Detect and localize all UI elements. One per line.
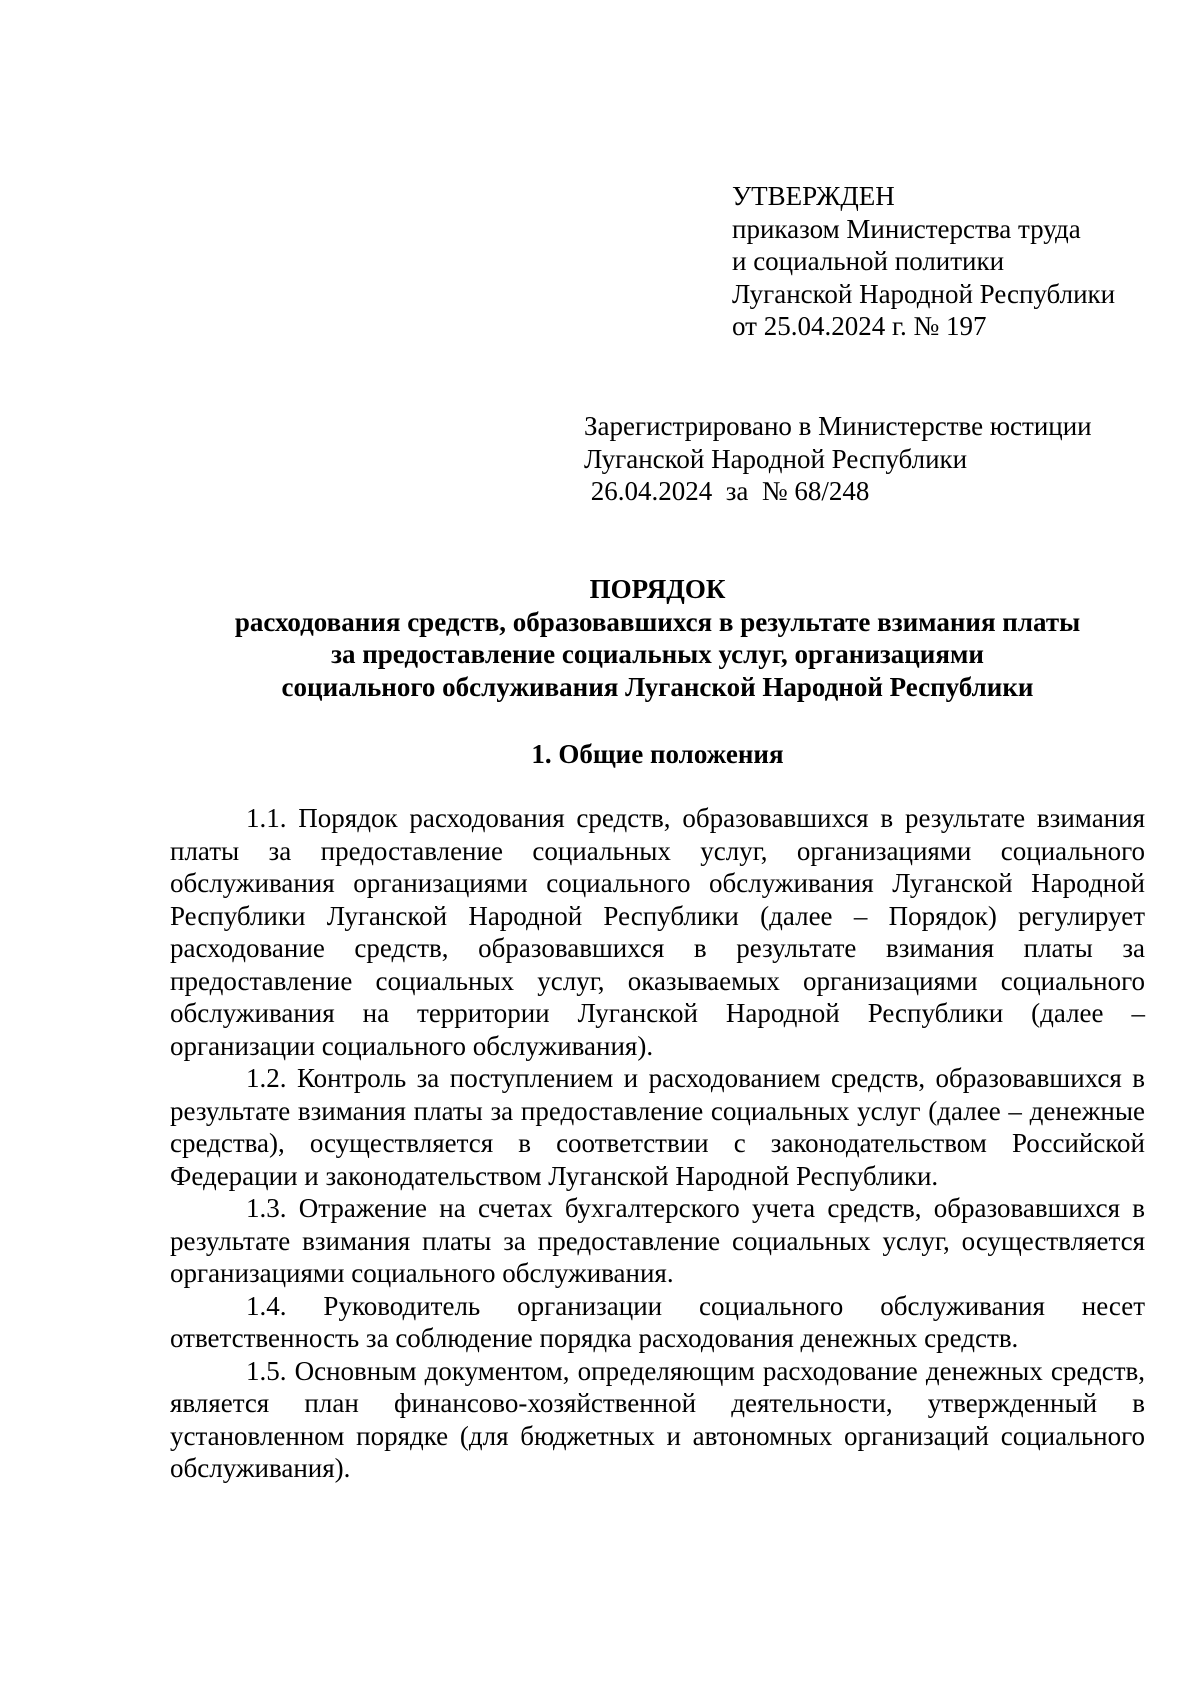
document-subtitle-line-2: за предоставление социальных услуг, организациями <box>331 639 984 669</box>
document-subtitle-line-3: социального обслуживания Луганской Народной Республики <box>281 671 1034 702</box>
paragraph-1-4: 1.4. Руководитель организации социального обслуживания несет ответственность за соблюдение порядка расходования денежных средств. <box>170 1290 1145 1353</box>
approval-line-ministry: и социальной политики <box>732 246 1005 276</box>
document-title: ПОРЯДОК <box>589 574 726 604</box>
approval-line-republic: Луганской Народной Республики <box>732 278 1116 309</box>
section-body <box>170 802 1145 1485</box>
paragraph-1-2: 1.2. Контроль за поступлением и расходованием средств, образовавшихся в результате взимания платы за предоставление социальных услуг (далее – денежные средства), осуществляется в соответствии с законодательством Российской Федерации и законодательством Луганской Народной Республики. <box>170 1063 1145 1191</box>
paragraph-1-5: 1.5. Основным документом, определяющим расходование денежных средств, является план финансово-хозяйственной деятельности, утвержденный в установленном порядке (для бюджетных и автономных организаций социального обслуживания). <box>170 1355 1145 1483</box>
approval-line-approved: УТВЕРЖДЕН <box>732 181 895 211</box>
approval-stamp-block <box>732 180 1115 343</box>
approval-line-date-number: от 25.04.2024 г. № 197 <box>732 311 987 341</box>
document-subtitle-line-1: расходования средств, образовавшихся в результате взимания платы <box>234 606 1081 637</box>
paragraph-1-3: 1.3. Отражение на счетах бухгалтерского учета средств, образовавшихся в результате взимания платы за предоставление социальных услуг, осуществляется организациями социального обслуживания. <box>170 1193 1145 1288</box>
registration-block <box>584 410 1092 508</box>
registration-line-date-number: 26.04.2024 за № 68/248 <box>584 476 870 506</box>
approval-line-order: приказом Министерства труда <box>732 213 1081 244</box>
paragraph-1-1: 1.1. Порядок расходования средств, образовавшихся в результате взимания платы за предоставление социальных услуг, организациями социального обслуживания организациями социального обслуживания Луганской Народной Республики Луганской Народной Республики (далее – Порядок) регулирует расходование средств, образовавшихся в результате взимания платы за предоставление социальных услуг, оказываемых организациями социального обслуживания на территории Луганской Народной Республики (далее – организации социального обслуживания). <box>170 803 1145 1061</box>
document-title-block <box>170 573 1145 703</box>
registration-line-ministry-justice: Зарегистрировано в Министерстве юстиции <box>584 411 1092 441</box>
registration-line-republic: Луганской Народной Республики <box>584 443 968 474</box>
section-heading: 1. Общие положения <box>531 739 784 769</box>
